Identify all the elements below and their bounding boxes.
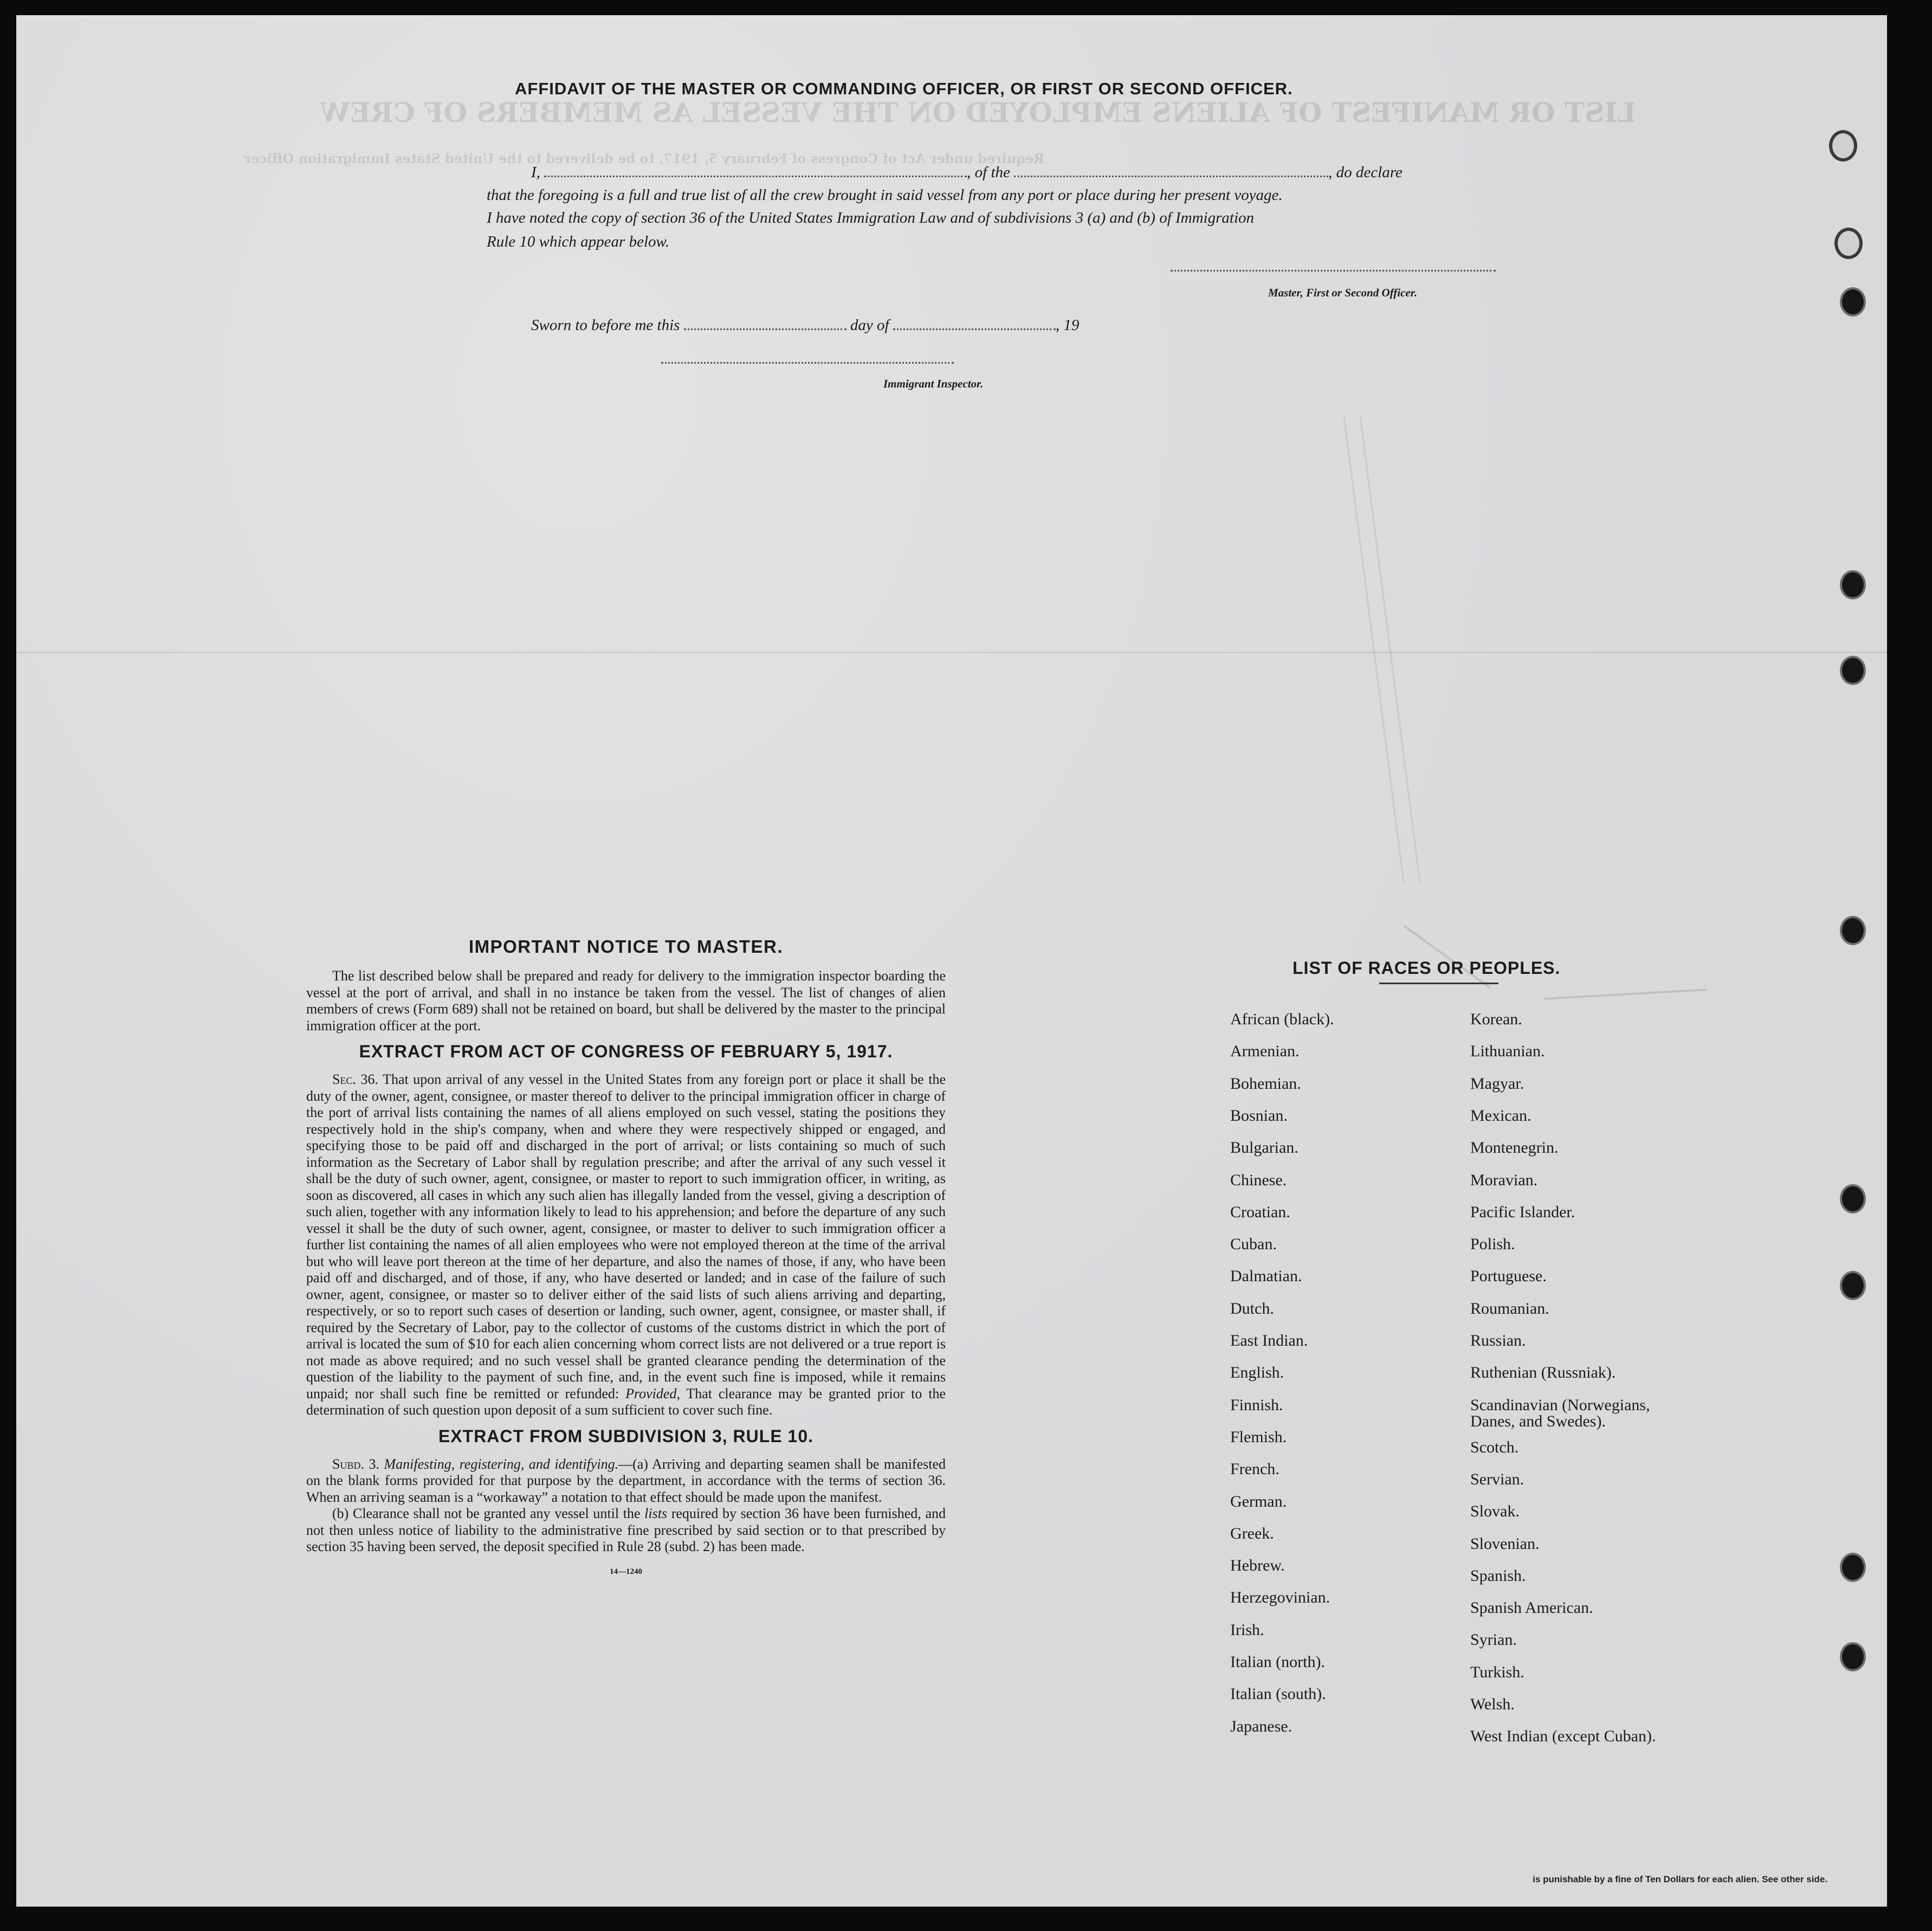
race-item: Mexican.	[1470, 1106, 1532, 1125]
act-title: EXTRACT FROM ACT OF CONGRESS OF FEBRUARY 5, 1917.	[359, 1042, 893, 1061]
rule-para-b-1: (b) Clearance shall not be granted any vessel until the	[332, 1506, 641, 1521]
race-item: Pacific Islander.	[1470, 1203, 1575, 1221]
inspector-label: Immigrant Inspector.	[883, 377, 984, 390]
race-item: Spanish American.	[1470, 1599, 1593, 1617]
rule-subd-heading: Manifesting, registering, and identifying.	[384, 1456, 619, 1472]
race-item: African (black).	[1230, 1010, 1334, 1028]
races-title: LIST OF RACES OR PEOPLES.	[1293, 958, 1561, 978]
race-item: Flemish.	[1230, 1428, 1287, 1446]
race-item: Armenian.	[1230, 1042, 1300, 1061]
act-text-part-1: That upon arrival of any vessel in the United States from any foreign port or place it shall be the duty of the owner, agent, consignee, or master thereof to deliver to the principal immigration officer in charge of the port of arrival lists containing the names of all aliens employed on such vessel, stating the positions they respectively hold in the ship's company, when and where they were respectively shipped or engaged, and specifying those to be paid off and discharged in the port of arrival; or lists containing so much of such information as the Secretary of Labor shall by regulation prescribe; and after the arrival of any such vessel it shall be the duty of such owner, agent, consignee, or master to report to such immigration officer, in writing, as soon as discovered, all cases in which any such alien has illegally landed from the vessel, giving a description of such alien, together with any information likely to lead to his apprehension; and before the departure of any such vessel it shall be the duty of such owner, agent, consignee, or master to deliver to such immigration officer a further list containing the names of all alien employees who were not employed thereon at the time of the arrival but who will leave port thereon at the time of her departure, and also the names of those, if any, who have been paid off and discharged, and of those, if any, who have deserted or landed; and in case of the failure of such owner, agent, consignee, or master so to deliver either of the said lists of such aliens arriving and departing, respectively, or so to report such cases of desertion or landing, such owner, agent, consignee, or master shall, if required by the Secretary of Labor, pay to the collector of customs of the customs district in which the port of arrival is located the sum of $10 for each alien concerning whom correct lists are not delivered or a true report is not made as above required; and no such vessel shall be granted clearance pending the determination of the question of the liability to the payment of such fine, and, in the event such fine is imposed, while it remains unpaid; nor shall such fine be remitted or refunded:	[306, 1071, 946, 1402]
race-item: Magyar.	[1470, 1074, 1524, 1093]
sworn-month-blank[interactable]	[893, 328, 1056, 330]
binder-hole	[1840, 1642, 1866, 1671]
sworn-year: , 19	[1055, 317, 1080, 334]
race-item: Portuguese.	[1470, 1267, 1547, 1286]
form-number: 14—1240	[610, 1567, 642, 1576]
sworn-day-blank[interactable]	[684, 328, 847, 330]
notice-title: IMPORTANT NOTICE TO MASTER.	[468, 937, 784, 957]
affidavit-line-4: Rule 10 which appear below.	[487, 233, 669, 250]
rule-para-b-2: required by section 36 have been furnished, and not then unless notice of liability to the administrative fine prescribed by said section or to that prescribed by section 35 having been served, the deposit specified in Rule 28 (subd. 2) has been made.	[306, 1506, 946, 1554]
race-item: Roumanian.	[1470, 1299, 1549, 1318]
race-item: Hebrew.	[1230, 1557, 1285, 1575]
race-item: English.	[1230, 1364, 1284, 1382]
race-item: Scotch.	[1470, 1438, 1519, 1456]
act-provided: Provided,	[625, 1385, 680, 1402]
race-item: Cuban.	[1230, 1235, 1277, 1254]
affidavit-of-the: , of the	[967, 164, 1010, 181]
race-item: Welsh.	[1470, 1695, 1515, 1713]
signature-label: Master, First or Second Officer.	[1268, 286, 1417, 299]
binder-hole	[1840, 570, 1866, 599]
legal-column	[306, 937, 946, 1577]
race-item: Herzegovinian.	[1230, 1588, 1330, 1607]
binder-hole	[1840, 1271, 1866, 1300]
race-item: Finnish.	[1230, 1396, 1283, 1414]
affidavit-title: AFFIDAVIT OF THE MASTER OR COMMANDING OFFICER, OR FIRST OR SECOND OFFICER.	[515, 79, 1293, 98]
document-sheet	[16, 15, 1887, 1907]
race-item: Bosnian.	[1230, 1106, 1288, 1125]
binder-hole	[1840, 1553, 1866, 1582]
rule-para-b-lists: lists	[644, 1506, 668, 1521]
binder-hole	[1840, 1184, 1866, 1213]
race-item: Italian (north).	[1230, 1653, 1325, 1671]
sworn-label: Sworn to before me this	[531, 317, 680, 334]
bleed-through-heading: LIST OR MANIFEST OF ALIENS EMPLOYED ON THE VESSEL AS MEMBERS OF CREW	[320, 96, 1636, 128]
race-item: Irish.	[1230, 1620, 1264, 1639]
race-item: Turkish.	[1470, 1663, 1524, 1681]
race-item: Slovak.	[1470, 1502, 1520, 1521]
races-title-rule	[1379, 983, 1498, 984]
name-blank[interactable]	[544, 176, 967, 177]
race-item: Bohemian.	[1230, 1074, 1301, 1093]
signature-line[interactable]	[1171, 270, 1496, 272]
race-item: East Indian.	[1230, 1332, 1308, 1349]
race-item: Croatian.	[1230, 1203, 1290, 1221]
race-item: Polish.	[1470, 1235, 1515, 1254]
rule-title: EXTRACT FROM SUBDIVISION 3, RULE 10.	[438, 1426, 814, 1446]
race-item: Dutch.	[1230, 1299, 1274, 1318]
affidavit-line-1	[531, 164, 1403, 182]
rule-para-a: —(a) Arriving and departing seamen shall be manifested on the blank forms provided for that purpose by the department, in accordance with the terms of section 36. When an arriving seaman is a “workaway” a notation to that effect should be made upon the manifest.	[306, 1456, 946, 1505]
footer-note: is punishable by a fine of Ten Dollars for each alien. See other side.	[1533, 1874, 1827, 1884]
race-item: Spanish.	[1470, 1566, 1526, 1585]
bleed-through-subheading: Required under Act of Congress of February 5, 1917, to be delivered to the United States Immigration Officer	[244, 151, 1045, 166]
affidavit-i: I,	[531, 164, 540, 181]
race-item: Slovenian.	[1470, 1534, 1540, 1553]
binder-hole	[1840, 656, 1866, 685]
race-item: German.	[1230, 1492, 1287, 1510]
sworn-day-of: day of	[850, 317, 889, 334]
affidavit-line-3: I have noted the copy of section 36 of the United States Immigration Law and of subdivisions 3 (a) and (b) of Immigration	[487, 209, 1255, 227]
notice-text: The list described below shall be prepared and ready for delivery to the immigration inspector boarding the vessel at the port of arrival, and shall in no instance be taken from the vessel. The list of changes of alien members of crews (Form 689) shall not be retained on board, but shall be delivered by the master to the principal immigration officer at the port.	[306, 968, 946, 1034]
inspector-signature-line[interactable]	[661, 362, 954, 364]
act-text-part-2: That clearance may be granted prior to the determination of such question upon deposit of a sum sufficient to cover such fine.	[306, 1385, 946, 1418]
race-item: Syrian.	[1470, 1631, 1517, 1649]
act-section-label: Sec. 36.	[332, 1071, 379, 1087]
affidavit-do-declare: , do declare	[1328, 164, 1403, 181]
sworn-line	[531, 317, 1079, 334]
race-item: West Indian (except Cuban).	[1470, 1727, 1656, 1746]
race-item: Lithuanian.	[1470, 1042, 1545, 1061]
binder-hole	[1840, 916, 1866, 945]
binder-hole	[1829, 130, 1857, 162]
rule-subd-label: Subd. 3.	[332, 1456, 379, 1472]
binder-hole	[1840, 287, 1866, 317]
race-item: Japanese.	[1230, 1717, 1293, 1735]
race-item: Servian.	[1470, 1470, 1524, 1488]
race-item: Moravian.	[1470, 1171, 1538, 1189]
affidavit-line-2: that the foregoing is a full and true list of all the crew brought in said vessel from any port or place during her present voyage.	[487, 186, 1283, 204]
vessel-blank[interactable]	[1014, 176, 1328, 177]
bleed-through-grid	[16, 15, 1887, 1907]
race-item: Montenegrin.	[1470, 1139, 1559, 1157]
race-item: Russian.	[1470, 1332, 1526, 1349]
race-item: Ruthenian (Russniak).	[1470, 1364, 1616, 1382]
rule-text-a	[306, 1456, 946, 1506]
race-item: Bulgarian.	[1230, 1139, 1298, 1157]
race-item: Italian (south).	[1230, 1685, 1326, 1703]
race-item: Korean.	[1470, 1010, 1522, 1028]
act-text	[306, 1071, 946, 1419]
binder-hole	[1834, 228, 1863, 259]
race-item: Greek.	[1230, 1524, 1274, 1542]
rule-text-b	[306, 1506, 946, 1555]
race-item: Scandinavian (Norwegians, Danes, and Swedes).	[1470, 1396, 1650, 1430]
race-item: Dalmatian.	[1230, 1267, 1302, 1286]
race-item: Chinese.	[1230, 1171, 1287, 1189]
race-item: French.	[1230, 1460, 1280, 1478]
